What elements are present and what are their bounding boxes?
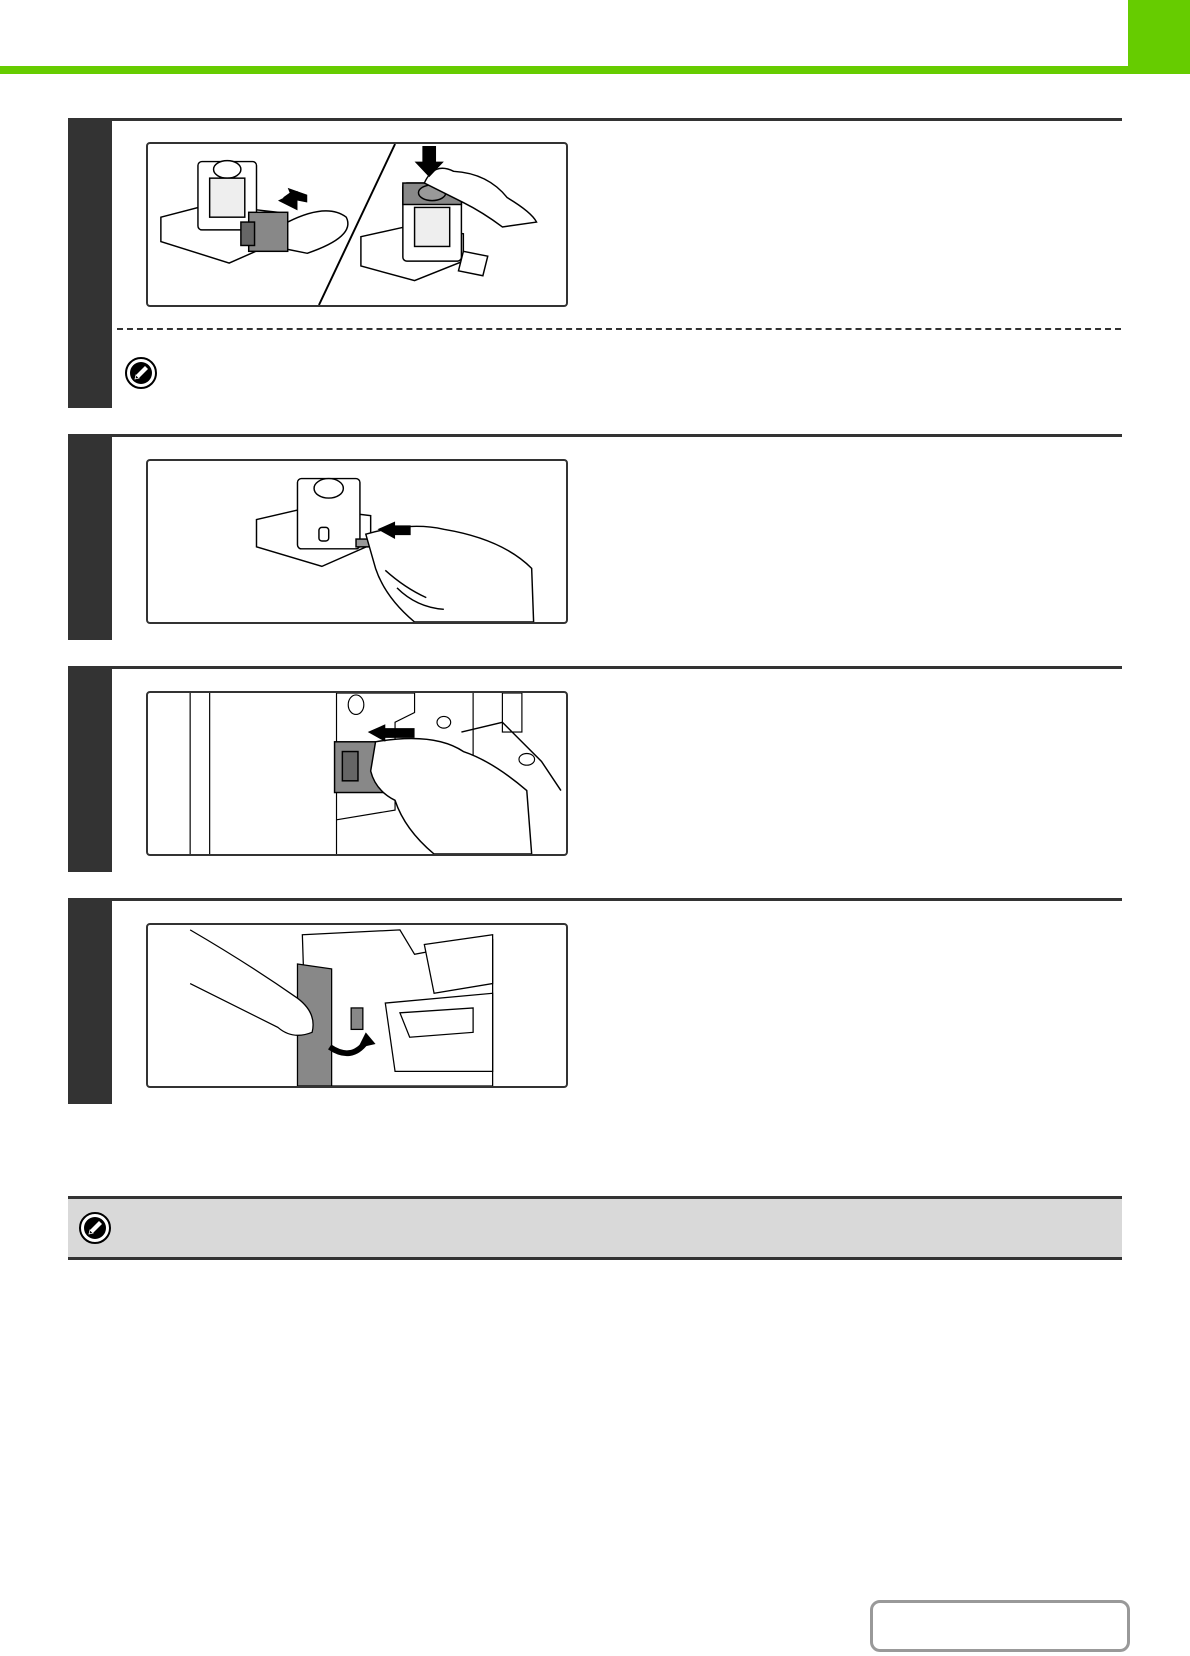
staple-cartridge-tab-illustration — [148, 461, 566, 622]
step-1-figure — [146, 142, 568, 307]
header-accent-bar — [0, 66, 1190, 74]
step-1-note-divider — [117, 328, 1121, 330]
step-4-figure — [146, 923, 568, 1088]
pencil-note-icon — [124, 356, 158, 390]
step-2-rule — [68, 434, 1122, 437]
step-2-marker-bar — [68, 434, 112, 640]
step-4-rule — [68, 898, 1122, 901]
step-1-rule — [68, 118, 1122, 121]
step-3-rule — [68, 666, 1122, 669]
contents-button[interactable] — [870, 1600, 1130, 1652]
finisher-install-illustration — [148, 693, 566, 854]
step-1-marker-bar — [68, 118, 112, 408]
step-4-marker-bar — [68, 898, 112, 1104]
pencil-note-icon — [78, 1211, 112, 1245]
note-band — [68, 1196, 1122, 1260]
header-accent-tab — [1128, 0, 1190, 74]
step-2-figure — [146, 459, 568, 624]
staple-cartridge-illustration — [148, 144, 566, 305]
front-cover-close-illustration — [148, 925, 566, 1086]
step-3-marker-bar — [68, 666, 112, 872]
step-3-figure — [146, 691, 568, 856]
